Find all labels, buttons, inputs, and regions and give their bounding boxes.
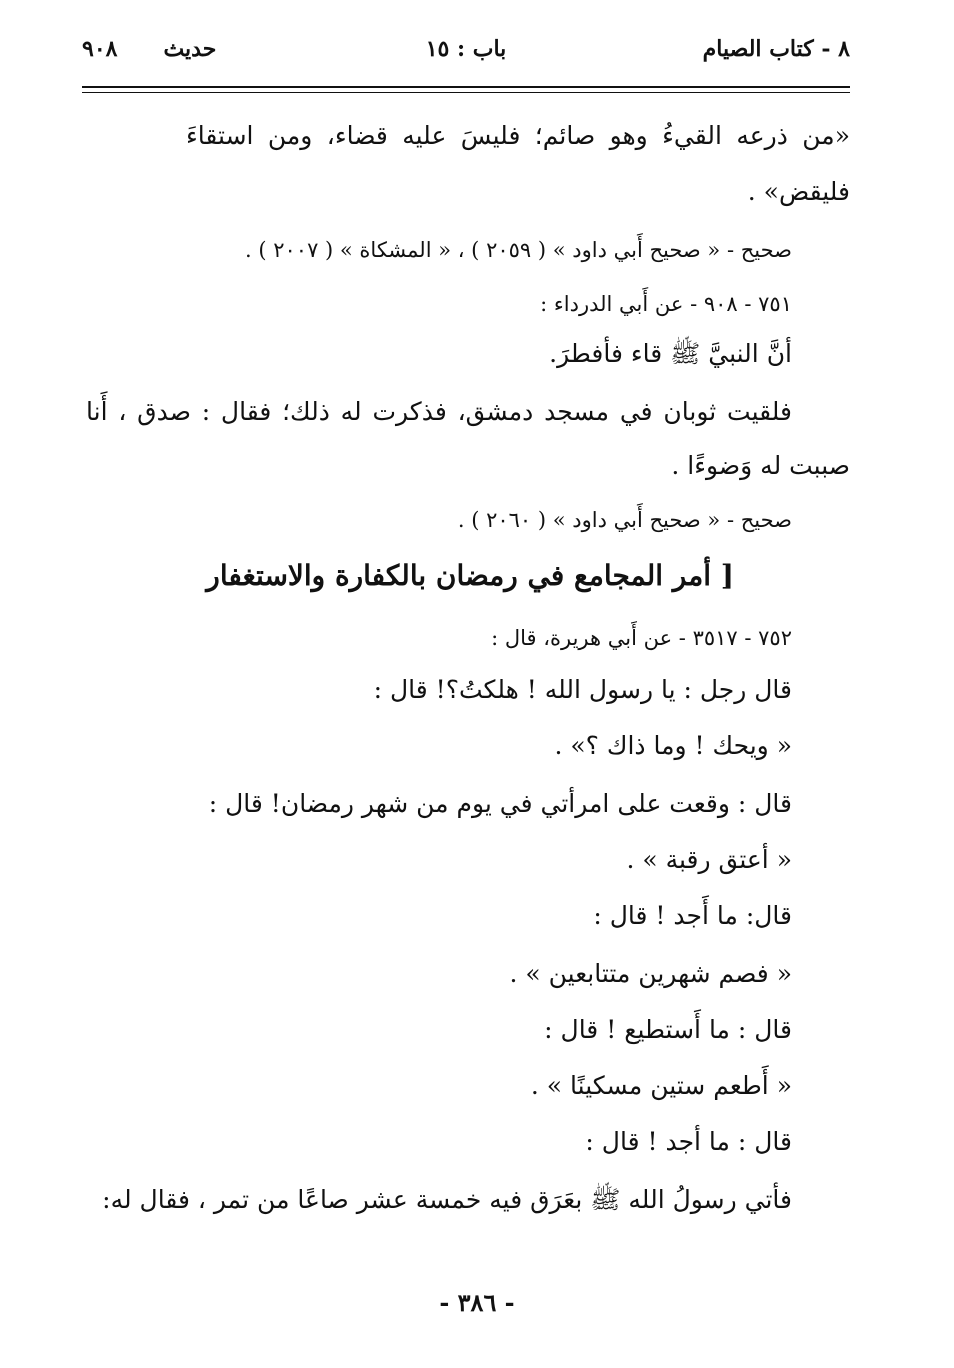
hadith-number: ٩٠٨ bbox=[82, 36, 118, 62]
header-rule-thick bbox=[82, 86, 850, 88]
text-line-6: فلقيت ثوبان في مسجد دمشق، فذكرت له ذلك؛ فقال : صدق ، أَنا bbox=[86, 397, 792, 426]
text-line-2: فليقض» . bbox=[747, 177, 850, 206]
text-line-5: أنَّ النبيَّ ﷺ قاء فأفطرَ. bbox=[549, 339, 792, 368]
page-number: - ٣٨٦ - bbox=[439, 1288, 515, 1317]
text-line-14: قال: ما أَجد ! قال : bbox=[593, 901, 792, 930]
section-heading: [ أمر المجامع في رمضان بالكفارة والاستغفار bbox=[206, 559, 734, 592]
text-line-10: قال رجل : يا رسول الله ! هلكتُ؟! قال : bbox=[373, 675, 792, 704]
running-header bbox=[82, 36, 850, 76]
chapter-label: باب : ١٥ bbox=[425, 36, 507, 62]
text-line-7: صببت له وَضوءًا . bbox=[671, 451, 850, 480]
book-title: ٨ - كتاب الصيام bbox=[702, 36, 850, 62]
hadith-751-intro: ٧٥١ - ٩٠٨ - عن أَبي الدرداء : bbox=[540, 292, 792, 316]
grading-line-1: صحيح - « صحيح أَبي داود » ( ٢٠٥٩ ) ، « المشكاة » ( ٢٠٠٧ ) . bbox=[245, 238, 792, 262]
text-line-11: « ويحك ! وما ذاك ؟» . bbox=[554, 731, 792, 760]
hadith-label: حديث bbox=[163, 36, 217, 62]
text-line-18: قال : ما أجد ! قال : bbox=[585, 1127, 792, 1156]
text-line-1: «من ذرعه القيءُ وهو صائم؛ فليسَ عليه قضاء، ومن استقاءَ bbox=[186, 121, 850, 150]
grading-line-2: صحيح - « صحيح أَبي داود » ( ٢٠٦٠ ) . bbox=[457, 508, 792, 532]
text-line-15: « فصم شهرين متتابعين » . bbox=[509, 959, 792, 988]
text-line-19: فأتي رسولُ الله ﷺ بعَرَق فيه خمسة عشر صاعًا من تمر ، فقال له: bbox=[102, 1185, 792, 1214]
hadith-reference bbox=[82, 36, 216, 62]
text-line-13: « أعتق رقبة » . bbox=[626, 845, 792, 874]
text-line-16: قال : ما أَستطيع ! قال : bbox=[544, 1015, 792, 1044]
header-rule-thin bbox=[82, 92, 850, 93]
text-line-17: « أَطعم ستين مسكينًا » . bbox=[530, 1071, 792, 1100]
text-line-12: قال : وقعت على امرأتي في يوم من شهر رمضان! قال : bbox=[208, 789, 792, 818]
hadith-752-intro: ٧٥٢ - ٣٥١٧ - عن أَبي هريرة، قال : bbox=[491, 626, 792, 650]
